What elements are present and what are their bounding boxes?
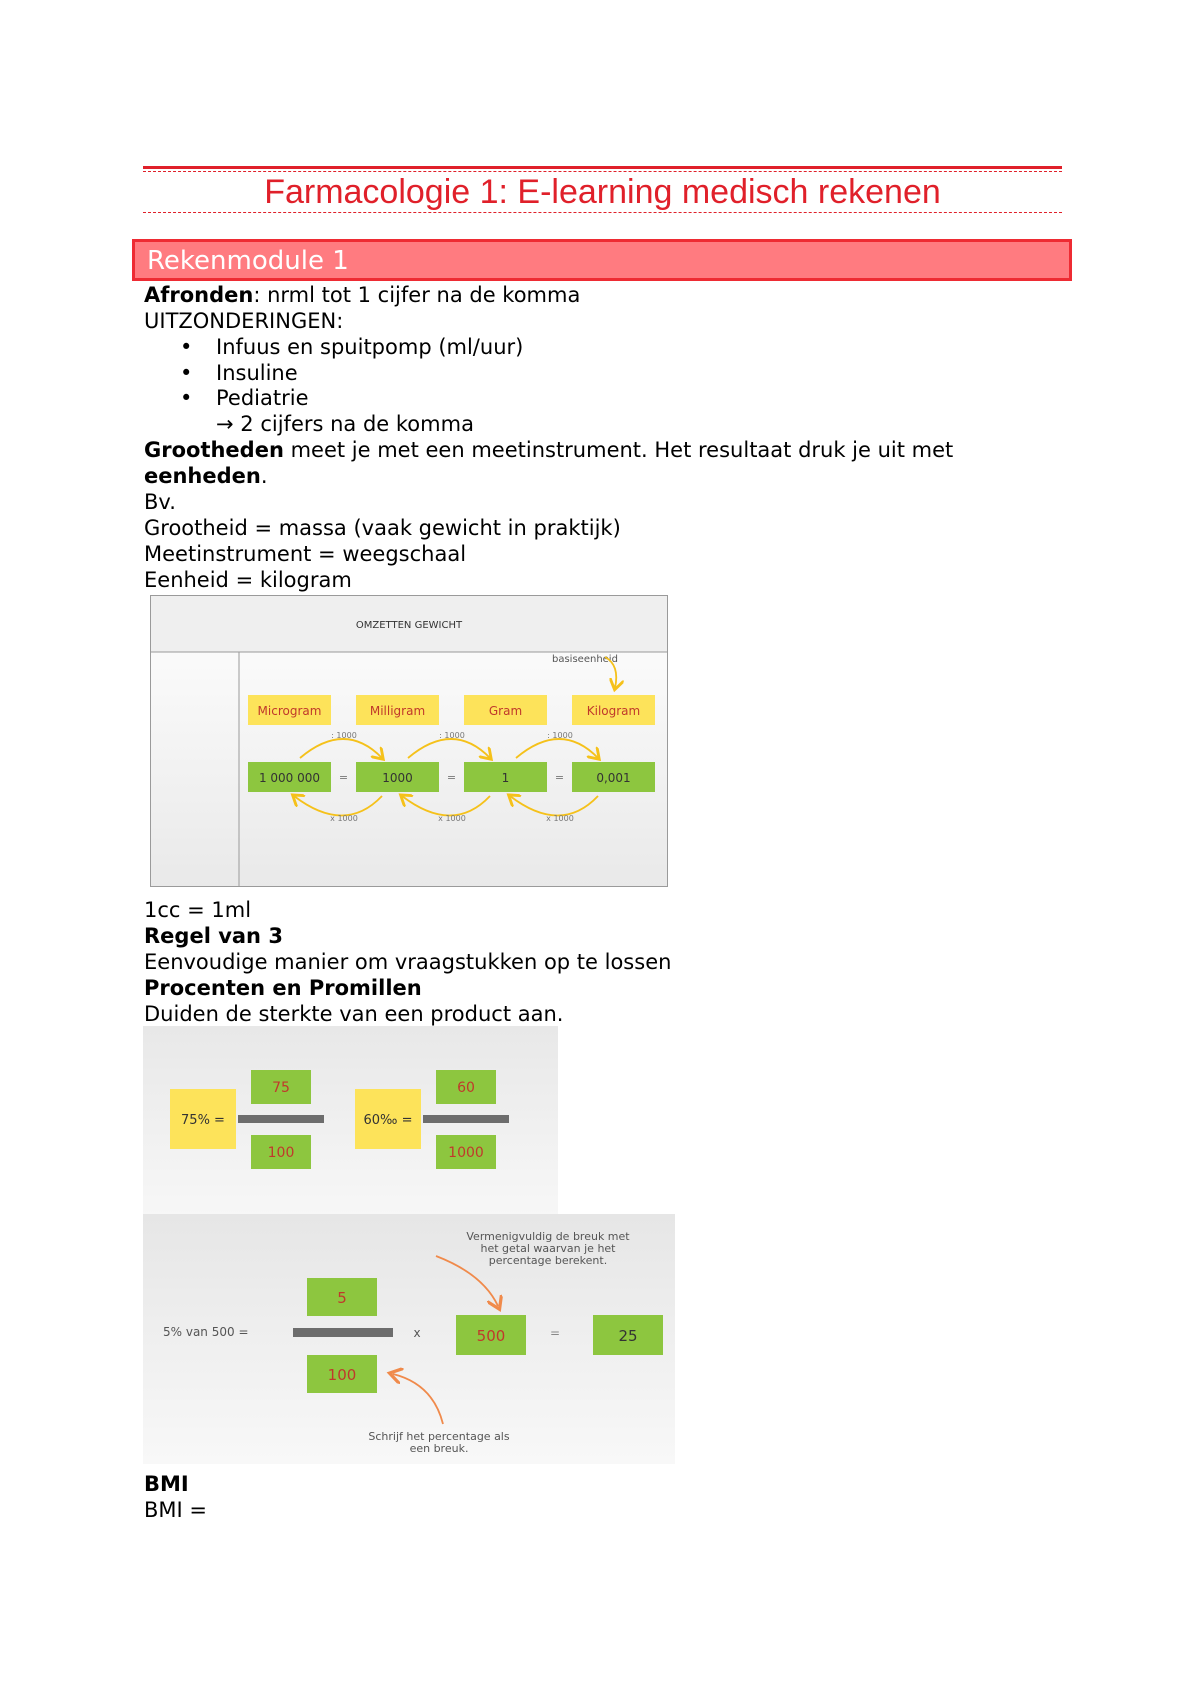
cc-line: 1cc = 1ml	[144, 898, 252, 922]
meetinstrument-line: Meetinstrument = weegschaal	[144, 542, 467, 566]
grootheden-line	[144, 437, 953, 463]
fraction-bar	[238, 1115, 324, 1123]
divide-label: : 1000	[439, 731, 465, 740]
bullet-item: Infuus en spuitpomp (ml/uur)	[216, 335, 524, 359]
denominator-value: 100	[267, 1145, 295, 1161]
figure-header-text: OMZETTEN GEWICHT	[355, 620, 463, 631]
divide-label: : 1000	[547, 731, 573, 740]
regel-label: Regel van 3	[144, 924, 283, 948]
regel-line: Eenvoudige manier om vraagstukken op te lossen	[144, 950, 672, 974]
bmi-label: BMI	[144, 1472, 189, 1496]
value-label: 1 000 000	[258, 771, 321, 785]
times-sign: x	[413, 1326, 421, 1340]
factor-value: 500	[476, 1327, 506, 1345]
bullet-dot: •	[180, 361, 193, 385]
equals-sign: =	[549, 1326, 561, 1340]
section-heading	[132, 239, 1072, 281]
result-value: 25	[618, 1327, 638, 1345]
afronden-text: : nrml tot 1 cijfer na de komma	[253, 283, 581, 307]
multiply-label: x 1000	[438, 814, 466, 823]
value-label: 0,001	[596, 771, 631, 785]
afronden-line	[144, 282, 580, 308]
title-rule-bottom	[143, 212, 1062, 213]
fraction-bar	[423, 1115, 509, 1123]
equals-sign: =	[446, 771, 457, 784]
numerator-value: 5	[337, 1289, 347, 1307]
afronden-label: Afronden	[144, 283, 254, 307]
note-bottom-line: een breuk.	[409, 1442, 469, 1455]
bullet-dot: •	[180, 335, 193, 359]
bv-line: Bv.	[144, 490, 176, 514]
note-top-line: Vermenigvuldig de breuk met	[466, 1230, 630, 1243]
unit-label: Microgram	[257, 704, 322, 718]
equals-sign: =	[554, 771, 565, 784]
fraction-bar	[293, 1328, 393, 1337]
bullet-dot: •	[180, 386, 193, 410]
percentage-calculation-figure	[143, 1214, 675, 1464]
permille-label: 60‰ =	[363, 1113, 413, 1128]
procenten-line: Duiden de sterkte van een product aan.	[144, 1002, 564, 1026]
percent-fraction-figure	[143, 1026, 558, 1216]
unit-label: Milligram	[369, 704, 426, 718]
section-heading-text: Rekenmodule 1	[147, 246, 349, 276]
value-label: 1	[501, 771, 510, 785]
grootheid-line: Grootheid = massa (vaak gewicht in praktijk)	[144, 516, 621, 540]
note-top-line: percentage berekent.	[488, 1254, 608, 1267]
grootheden-label: Grootheden	[144, 438, 284, 462]
unit-label: Gram	[488, 704, 523, 718]
numerator-value: 75	[272, 1080, 290, 1096]
denominator-value: 100	[327, 1366, 357, 1384]
grootheden-text: meet je met een meetinstrument. Het resultaat druk je uit met	[283, 438, 954, 462]
procenten-heading	[144, 975, 422, 1001]
denominator-value: 1000	[448, 1145, 484, 1161]
bullet-item: Pediatrie	[216, 386, 309, 410]
arrow-line-text: 2 cijfers na de komma	[240, 412, 474, 436]
bmi-line: BMI =	[144, 1498, 207, 1522]
eenheden-line	[144, 463, 268, 489]
multiply-label: x 1000	[546, 814, 574, 823]
procenten-label: Procenten en Promillen	[144, 976, 422, 1000]
percent-label: 75% =	[181, 1113, 225, 1128]
basis-label: basiseenheid	[552, 654, 618, 665]
bmi-heading	[144, 1471, 189, 1497]
uitzonderingen-line: UITZONDERINGEN:	[144, 309, 344, 333]
equals-sign: =	[338, 771, 349, 784]
eenheid-line: Eenheid = kilogram	[144, 568, 352, 592]
unit-label: Kilogram	[586, 704, 641, 718]
note-top-line: het getal waarvan je het	[480, 1242, 616, 1255]
weight-conversion-figure	[150, 595, 668, 887]
regel-heading	[144, 923, 283, 949]
bullet-item: Insuline	[216, 361, 298, 385]
right-arrow-icon: →	[216, 412, 234, 436]
value-label: 1000	[382, 771, 413, 785]
eenheden-text: .	[260, 464, 268, 488]
arrow-line	[216, 411, 474, 437]
eenheden-label: eenheden	[144, 464, 261, 488]
note-bottom-line: Schrijf het percentage als	[368, 1430, 510, 1443]
numerator-value: 60	[457, 1080, 475, 1096]
multiply-label: x 1000	[330, 814, 358, 823]
expression-label: 5% van 500 =	[163, 1325, 249, 1339]
divide-label: : 1000	[331, 731, 357, 740]
page-title: Farmacologie 1: E-learning medisch rekenen	[264, 173, 941, 211]
title-rule-top	[143, 166, 1062, 169]
